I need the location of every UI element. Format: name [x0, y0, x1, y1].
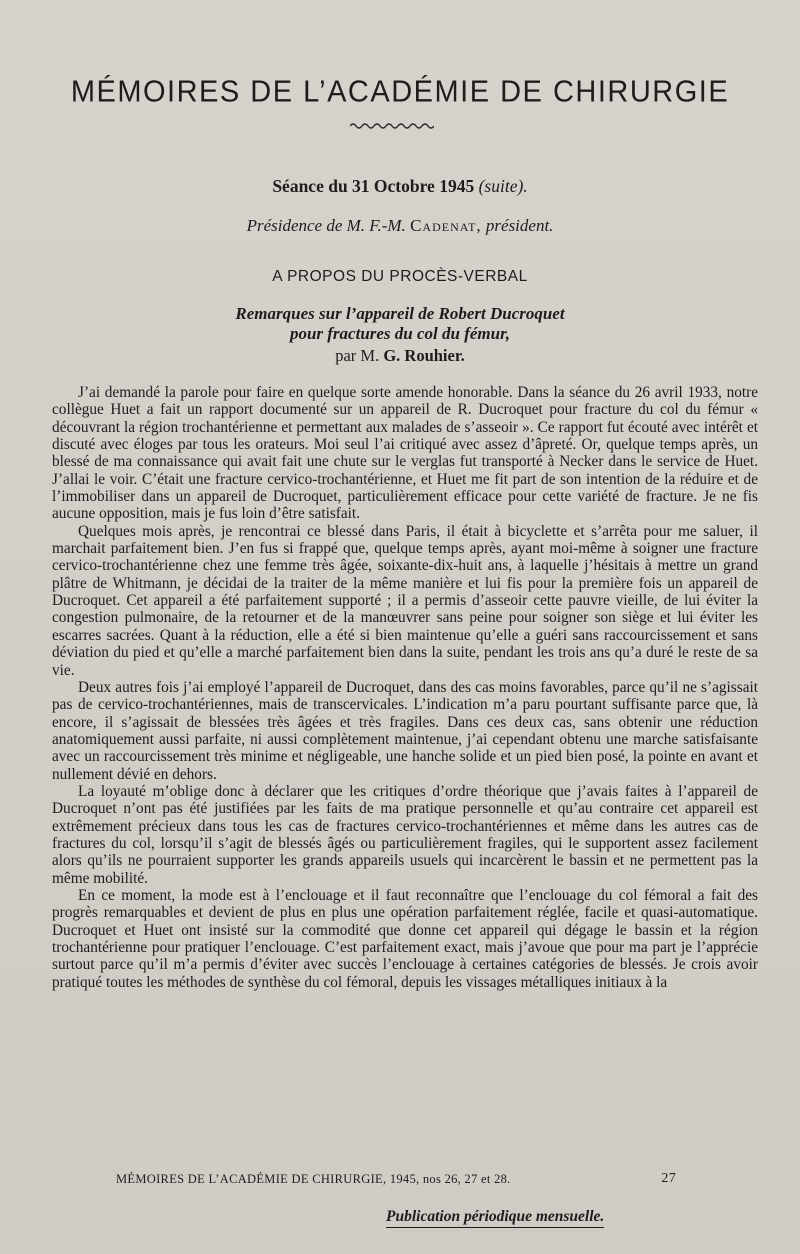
article-author [0, 346, 800, 366]
presidence-line [0, 216, 800, 236]
section-heading: A PROPOS DU PROCÈS-VERBAL [272, 268, 528, 285]
paragraph: Quelques mois après, je rencontrai ce blessé dans Paris, il était à bicyclette et s’arrêta pour me saluer, il marchait parfaitement bien. J’en fus si frappé que, quelque temps après, ayant moi-même à soigner une fracture cervico-trochantérienne chez une femme très âgée, soixante-dix-huit ans, à laquelle j’hésitais à mettre un grand plâtre de Whitmann, je décidai de la traiter de la même manière et lui fis pour la première fois un appareil de Ducroquet. Cet appareil a été parfaitement supporté ; il a permis d’asseoir cette pauvre vieille, de lui éviter la congestion pulmonaire, de la retourner et de la manœuvrer sans peine pour soigner son siège et lui éviter les escarres sacrées. Quant à la réduction, elle a été si bien maintenue qu’elle a guéri sans raccourcissement et sans déviation du pied et qu’elle a marché parfaitement bien dans la suite, pendant les trois ans qu’a duré le reste de sa vie. [52, 522, 758, 679]
author-prefix: par M. [335, 346, 380, 365]
journal-title: MÉMOIRES DE L’ACADÉMIE DE CHIRURGIE [70, 75, 730, 109]
paragraph: La loyauté m’oblige donc à déclarer que les critiques d’ordre théorique que j’avais faites à l’appareil de Ducroquet n’ont pas été justifiées par les faits de ma pratique personnelle et qu’au contraire cet appareil est extrêmement précieux dans tous les cas de fractures cervico-trochantériennes et même dans les autres cas de fractures du col, lorsqu’il s’agit de blessés âgés ou particulièrement fragiles, qui le supportent assez facilement alors qu’ils ne pourraient supporter les grands appareils usuels qui incarcèrent le bassin et ne permettent pas la même mobilité. [52, 782, 758, 887]
president-name: Cadenat, [410, 216, 482, 235]
session-suite: (suite). [478, 176, 528, 196]
article-title-line-2: pour fractures du col du fémur, [289, 324, 511, 343]
session-heading [0, 176, 800, 197]
presidence-prefix: Présidence de M. F.-M. [246, 216, 406, 235]
session-date: Séance du 31 Octobre 1945 [272, 176, 475, 196]
footer-citation: MÉMOIRES DE L’ACADÉMIE DE CHIRURGIE, 1945, nos 26, 27 et 28. [116, 1172, 511, 1186]
paragraph: En ce moment, la mode est à l’enclouage et il faut reconnaître que l’enclouage du col fémoral a fait des progrès remarquables et devient de plus en plus une opération parfaitement réglée, facile et quasi-automatique. Ducroquet et Huet ont insisté sur la commodité que donne cet appareil qui dégage le bassin et la région trochantérienne pour pratiquer l’enclouage. C’est parfaitement exact, mais j’avoue que pour ma part je l’apprécie surtout parce qu’il m’a permis d’éviter avec succès l’enclouage à certaines catégories de blessés. Je crois avoir pratiqué toutes les méthodes de synthèse du col fémoral, depuis les vissages métalliques initiaux à la [52, 886, 758, 991]
publication-note: Publication périodique mensuelle. [386, 1208, 604, 1228]
president-title: président. [485, 216, 554, 235]
page-number: 27 [661, 1171, 676, 1186]
ornament-rule [350, 120, 434, 132]
article-title-line-1: Remarques sur l’appareil de Robert Ducroquet [235, 304, 565, 323]
paragraph: Deux autres fois j’ai employé l’appareil de Ducroquet, dans des cas moins favorables, parce qu’il ne s’agissait pas de cervico-trochantériennes, mais de transcervicales. L’indication m’a paru pourtant suffisante parce que, là encore, il s’agissait de blessées très âgées et très fragiles. Dans ces deux cas, sans obtenir une réduction anatomiquement aussi parfaite, ni aussi complètement maintenue, j’ai cependant obtenu une marche satisfaisante avec un raccourcissement très minime et négligeable, une hanche solide et un pied bien posé, la pointe en avant et nullement dévié en dehors. [52, 678, 758, 783]
author-name: G. Rouhier. [383, 346, 465, 365]
article-body [52, 384, 758, 991]
article-title [0, 304, 800, 344]
paragraph: J’ai demandé la parole pour faire en quelque sorte amende honorable. Dans la séance du 26 avril 1933, notre collègue Huet a fait un rapport documenté sur un appareil de R. Ducroquet pour fracture du col du fémur « découvrant la région trochantérienne et permettant aux malades de s’asseoir ». Ce rapport fut écouté avec intérêt et discuté avec éloges par tous les orateurs. Moi seul l’ai critiqué avec assez d’âpreté. Or, quelque temps après, un blessé de ma connaissance qui avait fait une chute sur le verglas fut transporté à Necker dans le service de Huet. J’allai le voir. C’était une fracture cervico-trochantérienne, et Huet me fit part de son intention de la réduire et de l’immobiliser dans un appareil de Ducroquet, particulièrement efficace pour cette variété de fracture. Je ne fis aucune opposition, mais je fus loin d’être satisfait. [52, 384, 758, 523]
page-footer [116, 1172, 676, 1187]
